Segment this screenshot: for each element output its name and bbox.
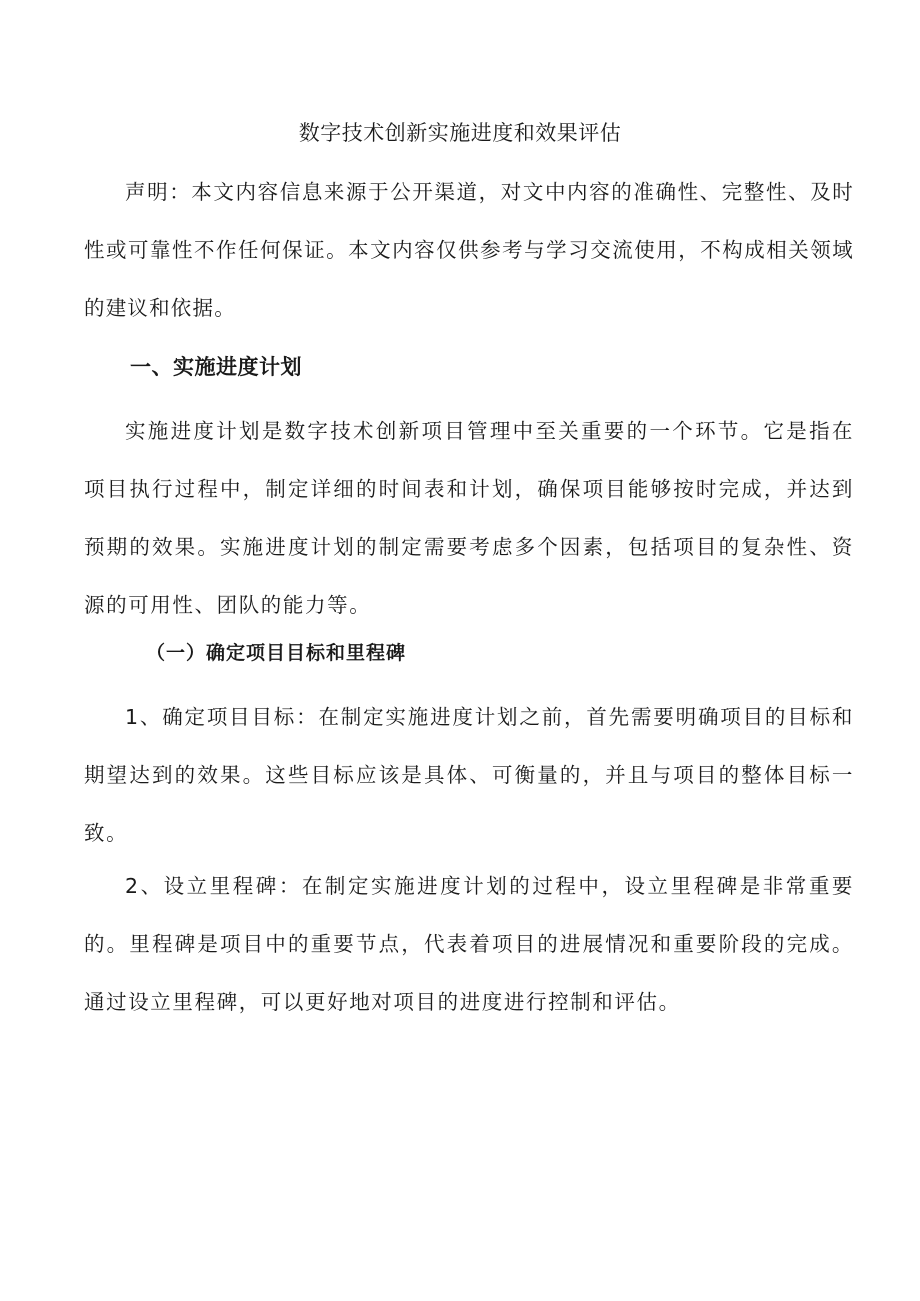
subsection-heading: （一）确定项目目标和里程碑 [146,642,407,664]
section-heading: 一、实施进度计划 [130,355,302,379]
disclaimer-paragraph: 声明：本文内容信息来源于公开渠道，对文中内容的准确性、完整性、及时性或可靠性不作任何保证。本文内容仅供参考与学习交流使用，不构成相关领域的建议和依据。 [84,180,854,320]
list-item: 2、设立里程碑：在制定实施进度计划的过程中，设立里程碑是非常重要的。里程碑是项目中的重要节点，代表着项目的进展情况和重要阶段的完成。通过设立里程碑，可以更好地对项目的进度进行控制和评估。 [84,874,854,1014]
list-item: 1、确定项目目标：在制定实施进度计划之前，首先需要明确项目的目标和期望达到的效果。这些目标应该是具体、可衡量的，并且与项目的整体目标一致。 [84,705,854,845]
document-title: 数字技术创新实施进度和效果评估 [298,121,622,145]
section-intro-paragraph: 实施进度计划是数字技术创新项目管理中至关重要的一个环节。它是指在项目执行过程中，制定详细的时间表和计划，确保项目能够按时完成，并达到预期的效果。实施进度计划的制定需要考虑多个因素，包括项目的复杂性、资源的可用性、团队的能力等。 [84,419,854,617]
